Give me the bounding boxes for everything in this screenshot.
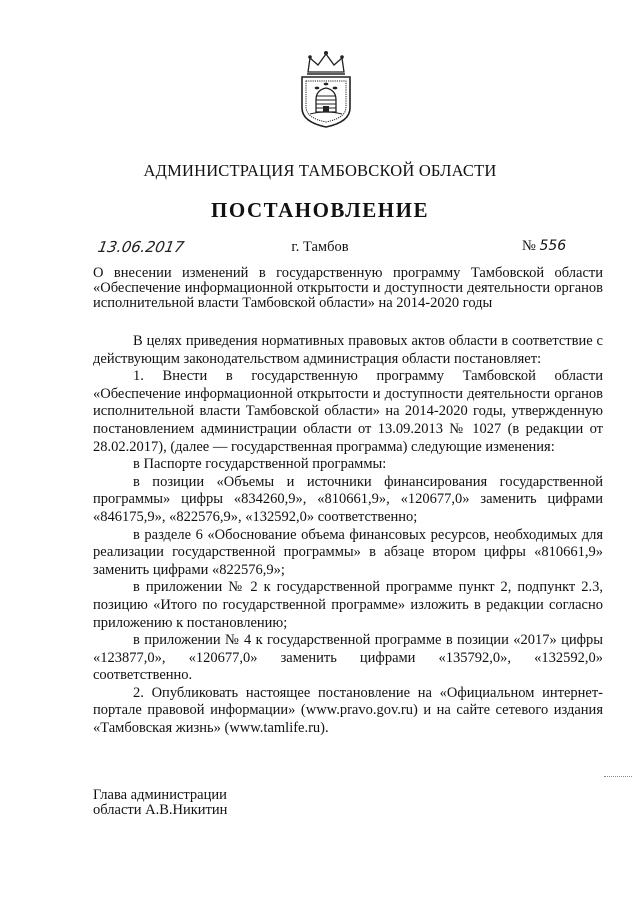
organization-name: АДМИНИСТРАЦИЯ ТАМБОВСКОЙ ОБЛАСТИ xyxy=(143,161,497,180)
paragraph: В целях приведения нормативных правовых актов области в соответствие с действующим законодательством администрация области постановляет: xyxy=(93,333,603,367)
margin-mark xyxy=(604,776,632,777)
document-type-title: ПОСТАНОВЛЕНИЕ xyxy=(211,198,429,222)
paragraph: в приложении № 2 к государственной программе пункт 2, подпункт 2.3, позицию «Итого по государственной программе» изложить в редакции согласно приложению к постановлению; xyxy=(93,579,603,631)
document-city: г. Тамбов xyxy=(291,239,349,255)
document-body xyxy=(93,333,603,738)
signature-name: области А.В.Никитин xyxy=(93,802,228,818)
paragraph: в Паспорте государственной программы: xyxy=(133,456,387,473)
paragraph: в приложении № 4 к государственной программе в позиции «2017» цифры «123877,0», «120677,0» заменить цифрами «135792,0», «132592,0» соответственно. xyxy=(93,632,603,684)
paragraph: в разделе 6 «Обоснование объема финансовых ресурсов, необходимых для реализации государственной программы» в абзаце втором цифры «810661,9» заменить цифрами «822576,9»; xyxy=(93,526,603,578)
paragraph: 1. Внести в государственную программу Тамбовской области «Обеспечение информационной открытости и доступности деятельности органов исполнительной власти Тамбовской области» на 2014-2020 годы, утвержденную постановлением администрации области от 13.09.2013 № 1027 (в редакции от 28.02.2017), (далее — государственная программа) следующие изменения: xyxy=(93,368,603,455)
document-subject: О внесении изменений в государственную программу Тамбовской области «Обеспечение информационной открытости и доступности деятельности органов исполнительной власти Тамбовской области» на 2014-2020 годы xyxy=(93,265,603,311)
document-date: 13.06.2017 xyxy=(96,238,186,256)
number-value: 556 xyxy=(539,238,567,254)
signature-position: Глава администрации xyxy=(93,787,227,803)
paragraph: в позиции «Объемы и источники финансирования государственной программы» цифры «834260,9», «810661,9», «120677,0» заменить цифрами «846175,9», «822576,9», «132592,0» соответственно; xyxy=(93,473,603,525)
signature-block xyxy=(93,788,227,818)
paragraph: 2. Опубликовать настоящее постановление на «Официальном интернет-портале правовой информации» (www.pravo.gov.ru) и на сайте сетевого издания «Тамбовская жизнь» (www.tamlife.ru). xyxy=(93,684,603,737)
coat-of-arms-icon xyxy=(294,50,358,128)
document-number xyxy=(522,238,566,255)
number-prefix: № xyxy=(522,238,536,254)
